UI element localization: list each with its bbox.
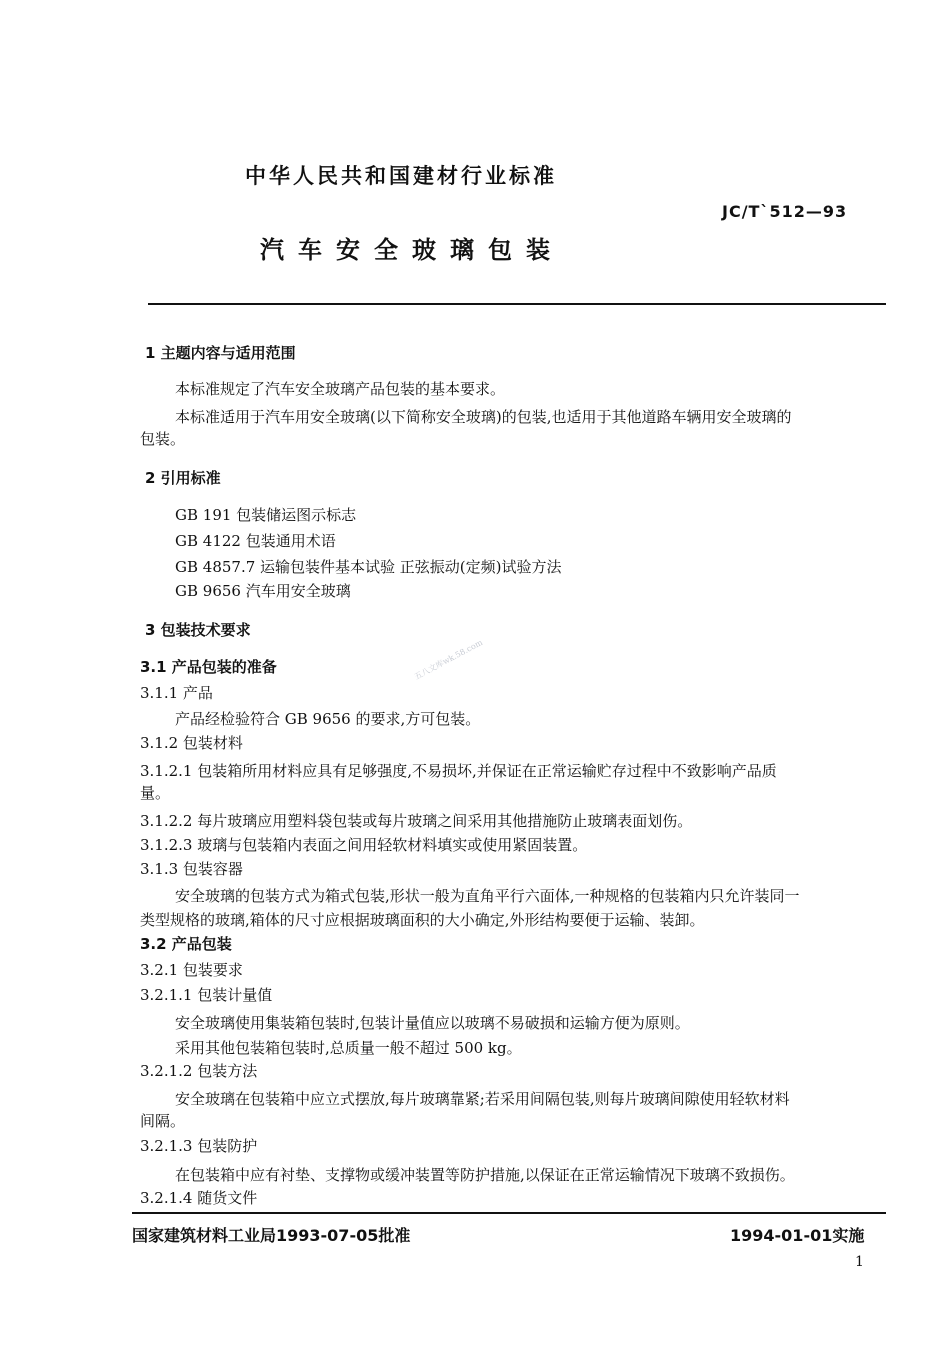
footer-divider — [132, 1212, 886, 1214]
paragraph-line: 安全玻璃在包装箱中应立式摆放,每片玻璃靠紧;若采用间隔包装,则每片玻璃间隙使用轻软材料 — [175, 1090, 790, 1108]
reference-item: GB 4857.7 运输包装件基本试验 正弦振动(定频)试验方法 — [175, 558, 562, 576]
issuing-standard-body: 中华人民共和国建材行业标准 — [245, 164, 557, 188]
clause-heading: 3.1.2 包装材料 — [140, 734, 243, 752]
subsection-heading: 3.2 产品包装 — [140, 935, 232, 953]
paragraph-line: 间隔。 — [140, 1112, 186, 1130]
reference-item: GB 4122 包装通用术语 — [175, 532, 336, 550]
reference-item: GB 9656 汽车用安全玻璃 — [175, 582, 351, 600]
paragraph-line: 包装。 — [140, 430, 186, 448]
section-heading: 3 包装技术要求 — [145, 621, 251, 639]
paragraph-line: 量。 — [140, 784, 171, 802]
standard-code: JC/T`512—93 — [722, 202, 848, 221]
effective-date: 1994-01-01实施 — [730, 1226, 865, 1245]
paragraph-line: 3.1.2.1 包装箱所用材料应具有足够强度,不易损坏,并保证在正常运输贮存过程中不致影响产品质 — [140, 762, 777, 780]
paragraph-line: 3.1.2.2 每片玻璃应用塑料袋包装或每片玻璃之间采用其他措施防止玻璃表面划伤。 — [140, 812, 693, 830]
clause-heading: 3.2.1.1 包装计量值 — [140, 986, 273, 1004]
paragraph-line: 在包装箱中应有衬垫、支撑物或缓冲装置等防护措施,以保证在正常运输情况下玻璃不致损伤。 — [175, 1166, 795, 1184]
section-heading: 2 引用标准 — [145, 469, 221, 487]
watermark: 五八文库wk.58.com — [412, 637, 485, 682]
clause-heading: 3.2.1.2 包装方法 — [140, 1062, 258, 1080]
paragraph-line: 本标准适用于汽车用安全玻璃(以下简称安全玻璃)的包装,也适用于其他道路车辆用安全玻璃的 — [175, 408, 792, 426]
clause-heading: 3.2.1 包装要求 — [140, 961, 243, 979]
page-number: 1 — [855, 1254, 864, 1270]
paragraph-line: 安全玻璃使用集装箱包装时,包装计量值应以玻璃不易破损和运输方便为原则。 — [175, 1014, 690, 1032]
paragraph-line: 3.1.2.3 玻璃与包装箱内表面之间用轻软材料填实或使用紧固装置。 — [140, 836, 588, 854]
approval-date: 国家建筑材料工业局1993-07-05批准 — [132, 1226, 411, 1245]
document-title: 汽车安全玻璃包装 — [260, 236, 564, 264]
clause-heading: 3.2.1.4 随货文件 — [140, 1189, 258, 1207]
paragraph-line: 安全玻璃的包装方式为箱式包装,形状一般为直角平行六面体,一种规格的包装箱内只允许装同一 — [175, 887, 800, 905]
clause-heading: 3.2.1.3 包装防护 — [140, 1137, 258, 1155]
paragraph-line: 本标准规定了汽车安全玻璃产品包装的基本要求。 — [175, 380, 506, 398]
clause-heading: 3.1.3 包装容器 — [140, 860, 243, 878]
clause-heading: 3.1.1 产品 — [140, 684, 213, 702]
paragraph-line: 产品经检验符合 GB 9656 的要求,方可包装。 — [175, 710, 481, 728]
subsection-heading: 3.1 产品包装的准备 — [140, 658, 277, 676]
paragraph-line: 类型规格的玻璃,箱体的尺寸应根据玻璃面积的大小确定,外形结构要便于运输、装卸。 — [140, 911, 705, 929]
header-divider — [148, 303, 886, 305]
section-heading: 1 主题内容与适用范围 — [145, 344, 296, 362]
paragraph-line: 采用其他包装箱包装时,总质量一般不超过 500 kg。 — [175, 1039, 522, 1057]
reference-item: GB 191 包装储运图示标志 — [175, 506, 357, 524]
